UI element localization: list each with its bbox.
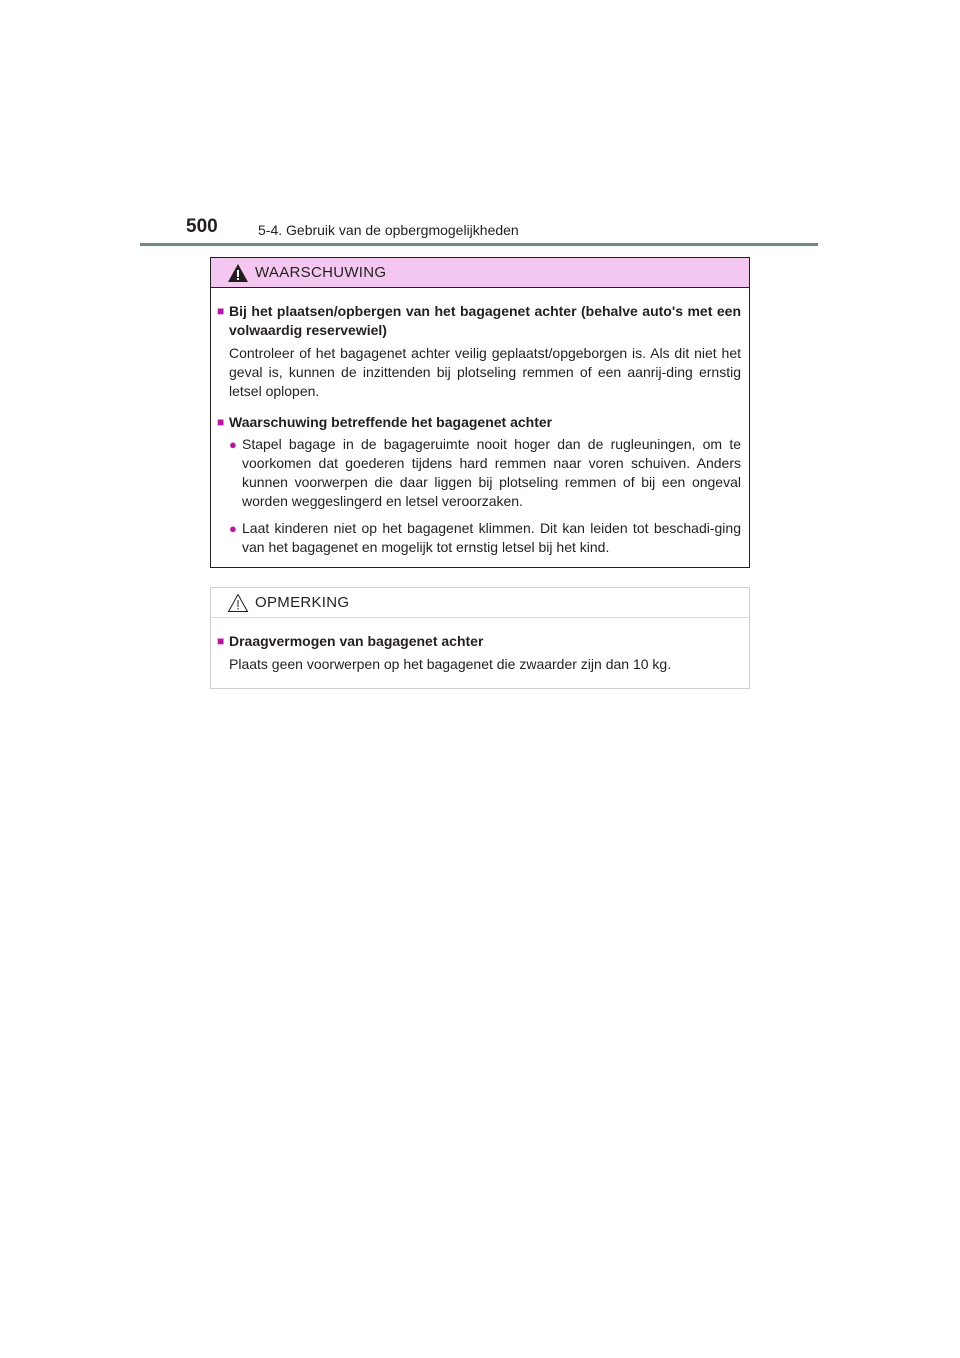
warning-title: WAARSCHUWING <box>255 264 387 281</box>
notice-header <box>211 588 749 618</box>
notice-item-text: Plaats geen voorwerpen op het bagagenet die zwaarder zijn dan 10 kg. <box>229 656 672 672</box>
caution-triangle-outline-icon <box>227 593 249 613</box>
notice-box <box>210 587 750 689</box>
warning-header <box>211 258 749 288</box>
section-title: 5-4. Gebruik van de opbergmogelijkheden <box>258 222 519 238</box>
warning-box <box>210 257 750 568</box>
warning-bullet: ● Laat kinderen niet op het bagagenet klimmen. Dit kan leiden tot beschadi-ging van het bagagenet en mogelijk tot ernstig letsel bij het kind. <box>229 520 741 555</box>
page-number: 500 <box>186 216 218 237</box>
header-divider <box>140 243 818 246</box>
circle-bullet-icon: ● <box>229 437 237 452</box>
warning-item-heading: ■ Waarschuwing betreffende het bagagenet achter <box>217 414 553 430</box>
warning-item-text: Controleer of het bagagenet achter veilig geplaatst/opgeborgen is. Als dit niet het geval is, kunnen de inzittenden bij plotseling remmen of een aanrij-ding ernstig letsel oplopen. <box>229 345 741 399</box>
square-bullet-icon: ■ <box>217 634 225 648</box>
square-bullet-icon: ■ <box>217 415 225 429</box>
notice-item-heading: ■ Draagvermogen van bagagenet achter <box>217 633 484 649</box>
notice-title: OPMERKING <box>255 594 350 611</box>
circle-bullet-icon: ● <box>229 521 237 536</box>
warning-item-heading: ■ Bij het plaatsen/opbergen van het bagagenet achter (behalve auto's met een volwaardig reservewiel) <box>217 303 741 338</box>
warning-bullet: ● Stapel bagage in de bagageruimte nooit hoger dan de rugleuningen, om te voorkomen dat goederen tijdens hard remmen naar voren schuiven. Anders kunnen voorwerpen die daar liggen bij plotseling remmen of bij een ongeval worden weggeslingerd en letsel veroorzaken. <box>229 436 741 509</box>
square-bullet-icon: ■ <box>217 304 225 318</box>
warning-triangle-icon <box>227 263 249 283</box>
